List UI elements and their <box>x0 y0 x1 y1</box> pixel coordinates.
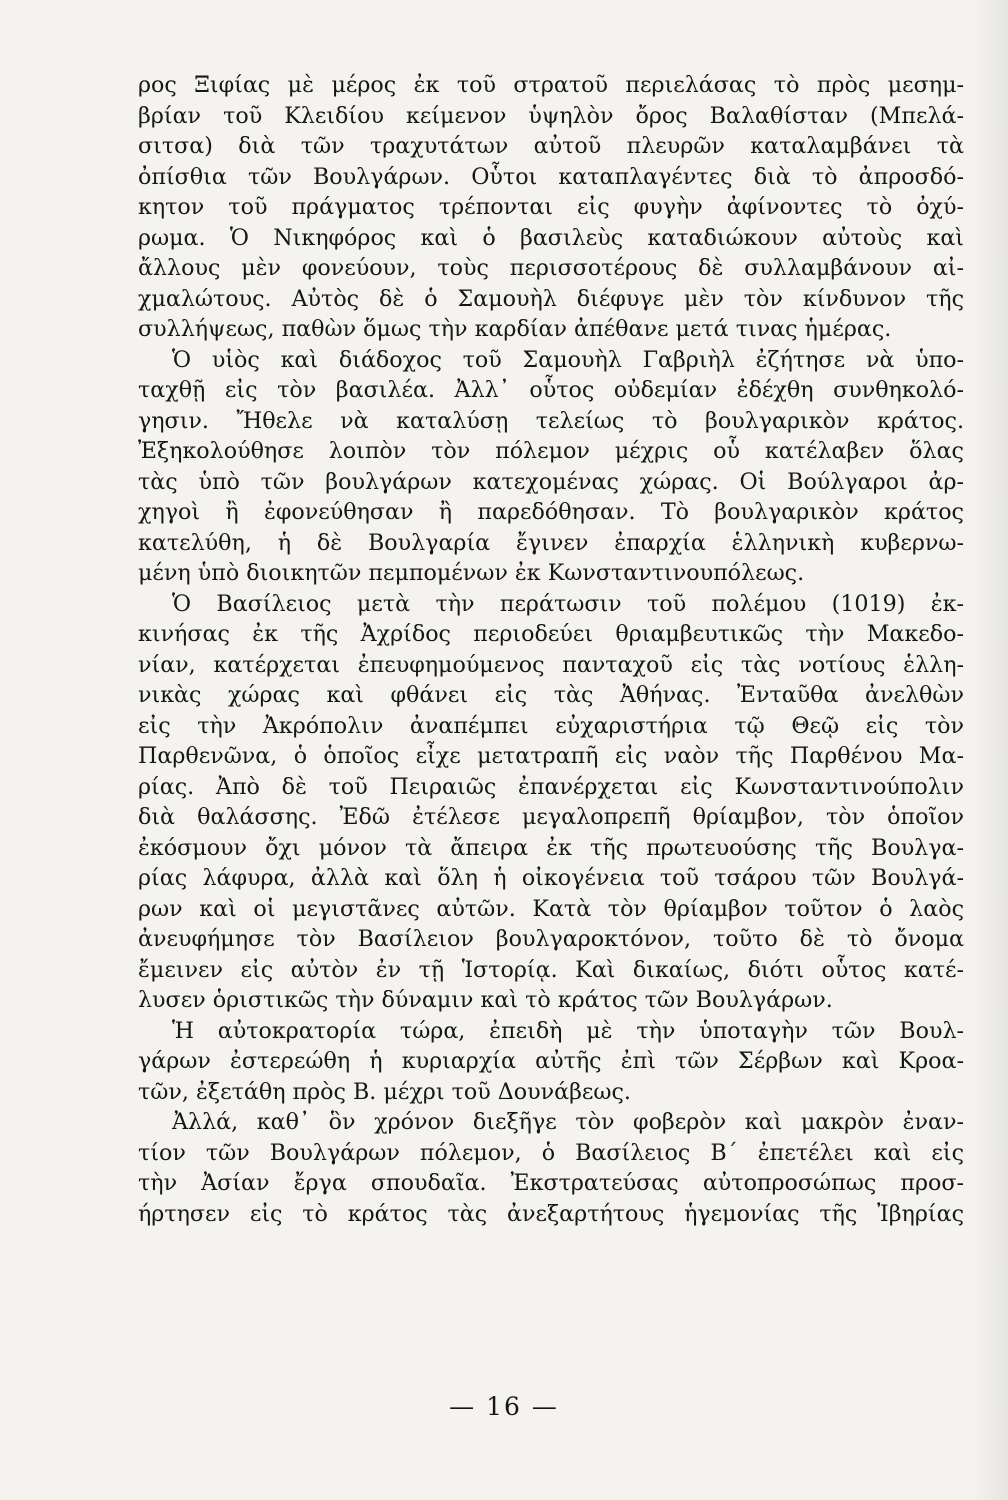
text-line: ρίας. Ἀπὸ δὲ τοῦ Πειραιῶς ἐπανέρχεται εἰς Κωνσταντινούπολιν <box>138 773 964 800</box>
text-line: τὴν Ἀσίαν ἔργα σπουδαῖα. Ἐκστρατεύσας αὐτοπροσώπως προσ- <box>138 1170 964 1196</box>
text-line: τίον τῶν Βουλγάρων πόλεμον, ὁ Βασίλειος Β΄ ἐπετέλει καὶ εἰς <box>138 1139 964 1166</box>
paragraph-5 <box>138 1107 964 1229</box>
text-line: Ἡ αὐτοκρατορία τώρα, ἐπειδὴ μὲ τὴν ὑποταγὴν τῶν Βουλ- <box>172 1017 964 1044</box>
text-line: Ἐξηκολούθησε λοιπὸν τὸν πόλεμον μέχρις οὗ κατέλαβεν ὅλας <box>138 438 964 464</box>
paragraph-1 <box>138 70 964 345</box>
text-line: νικὰς χώρας καὶ φθάνει εἰς τὰς Ἀθήνας. Ἐνταῦθα ἀνελθὼν <box>138 682 964 708</box>
text-line: Ὁ Βασίλειος μετὰ τὴν περάτωσιν τοῦ πολέμου (1019) ἐκ- <box>172 590 964 617</box>
text-line: διὰ θαλάσσης. Ἐδῶ ἐτέλεσε μεγαλοπρεπῆ θρίαμβον, τὸν ὁποῖον <box>138 804 964 830</box>
text-line: χμαλώτους. Αὐτὸς δὲ ὁ Σαμουὴλ διέφυγε μὲν τὸν κίνδυνον τῆς <box>138 285 964 312</box>
text-line: τὰς ὑπὸ τῶν βουλγάρων κατεχομένας χώρας. Οἱ Βούλγαροι ἀρ- <box>138 468 964 495</box>
text-line: ἀνευφήμησε τὸν Βασίλειον βουλγαροκτόνον, τοῦτο δὲ τὸ ὄνομα <box>138 926 964 952</box>
text-line: Παρθενῶνα, ὁ ὁποῖος εἶχε μετατραπῆ εἰς ναὸν τῆς Παρθένου Μα- <box>138 743 964 769</box>
text-line: ρων καὶ οἱ μεγιστᾶνες αὐτῶν. Κατὰ τὸν θρίαμβον τοῦτον ὁ λαὸς <box>138 895 964 922</box>
text-line: Ἀλλά, καθ᾽ ὃν χρόνον διεξῆγε τὸν φοβερὸν καὶ μακρὸν ἐναν- <box>172 1109 964 1135</box>
paragraph-4 <box>138 1016 964 1108</box>
text-line: γάρων ἐστερεώθη ἡ κυριαρχία αὐτῆς ἐπὶ τῶν Σέρβων καὶ Κροα- <box>138 1048 964 1074</box>
text-line: Ὁ υἱὸς καὶ διάδοχος τοῦ Σαμουὴλ Γαβριὴλ ἐζήτησε νὰ ὑπο- <box>172 346 964 373</box>
text-line: ἐκόσμουν ὄχι μόνον τὰ ἄπειρα ἐκ τῆς πρωτευούσης τῆς Βουλγα- <box>138 834 964 861</box>
text-line: κητον τοῦ πράγματος τρέπονται εἰς φυγὴν ἀφίνοντες τὸ ὀχύ- <box>138 194 964 220</box>
text-line: ρος Ξιφίας μὲ μέρος ἐκ τοῦ στρατοῦ περιελάσας τὸ πρὸς μεσημ- <box>138 72 964 98</box>
text-line: κατελύθη, ἡ δὲ Βουλγαρία ἔγινεν ἐπαρχία ἑλληνικὴ κυβερνω- <box>138 529 964 556</box>
text-line: εἰς τὴν Ἀκρόπολιν ἀναπέμπει εὐχαριστήρια τῷ Θεῷ εἰς τὸν <box>138 712 964 739</box>
text-line: νίαν, κατέρχεται ἐπευφημούμενος πανταχοῦ εἰς τὰς νοτίους ἑλλη- <box>138 651 964 678</box>
text-line: ήρτησεν εἰς τὸ κράτος τὰς ἀνεξαρτήτους ἡγεμονίας τῆς Ἰβηρίας <box>138 1200 964 1227</box>
text-line: μένη ὑπὸ διοικητῶν πεμπομένων ἐκ Κωνσταντινουπόλεως. <box>138 560 805 586</box>
page-number: — 16 — <box>449 1392 559 1421</box>
text-line: γησιν. Ἤθελε νὰ καταλύσῃ τελείως τὸ βουλγαρικὸν κράτος. <box>138 407 964 434</box>
text-line: λυσεν ὁριστικῶς τὴν δύναμιν καὶ τὸ κράτος τῶν Βουλγάρων. <box>138 987 833 1013</box>
text-line: ρίας λάφυρα, ἀλλὰ καὶ ὅλη ἡ οἰκογένεια τοῦ τσάρου τῶν Βουλγά- <box>138 865 964 891</box>
text-line: ὀπίσθια τῶν Βουλγάρων. Οὗτοι καταπλαγέντες διὰ τὸ ἀπροσδό- <box>138 163 964 190</box>
paragraph-3 <box>138 589 964 1016</box>
page-edge-shadow <box>974 0 1008 1500</box>
page-body <box>138 70 964 1229</box>
text-line: ἔμεινεν εἰς αὐτὸν ἐν τῇ Ἱστορίᾳ. Καὶ δικαίως, διότι οὗτος κατέ- <box>138 956 964 983</box>
paragraph-2 <box>138 345 964 589</box>
text-line: βρίαν τοῦ Κλειδίου κείμενον ὑψηλὸν ὄρος Βαλαθίσταν (Μπελά- <box>138 102 964 129</box>
text-line: χηγοὶ ἢ ἐφονεύθησαν ἢ παρεδόθησαν. Τὸ βουλγαρικὸν κράτος <box>138 499 964 525</box>
text-line: συλλήψεως, παθὼν ὅμως τὴν καρδίαν ἀπέθανε μετά τινας ἡμέρας. <box>138 316 892 342</box>
text-line: ἄλλους μὲν φονεύουν, τοὺς περισσοτέρους δὲ συλλαμβάνουν αἰ- <box>138 255 964 281</box>
text-line: τῶν, ἐξετάθη πρὸς Β. μέχρι τοῦ Δουνάβεως. <box>138 1078 631 1105</box>
text-line: ταχθῇ εἰς τὸν βασιλέα. Ἀλλ᾽ οὗτος οὐδεμίαν ἐδέχθη συνθηκολό- <box>138 377 964 403</box>
text-line: κινήσας ἐκ τῆς Ἀχρίδος περιοδεύει θριαμβευτικῶς τὴν Μακεδο- <box>138 621 964 647</box>
text-line: σιτσα) διὰ τῶν τραχυτάτων αὐτοῦ πλευρῶν καταλαμβάνει τὰ <box>138 133 964 159</box>
text-line: ρωμα. Ὁ Νικηφόρος καὶ ὁ βασιλεὺς καταδιώκουν αὐτοὺς καὶ <box>138 224 964 251</box>
